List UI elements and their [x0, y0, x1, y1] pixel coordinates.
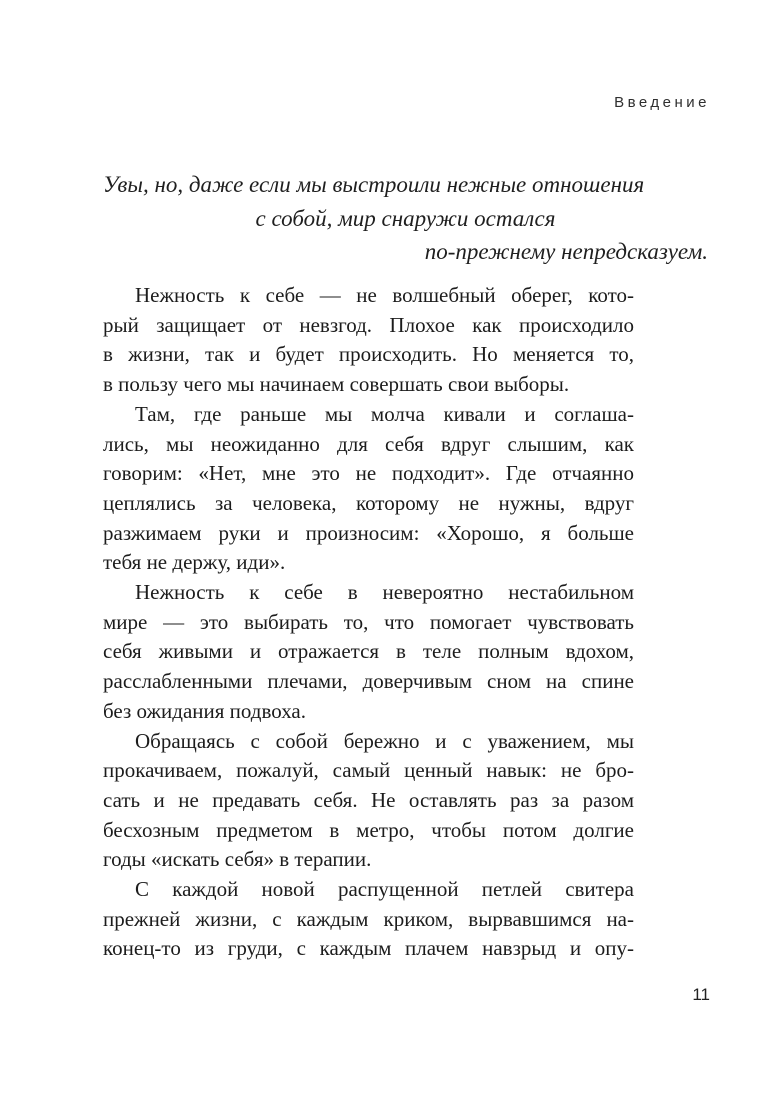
- body-line: конец-то из груди, с каждым плачем навзрыд и опу-: [103, 936, 634, 961]
- body-line: бесхозным предметом в метро, чтобы потом долгие: [103, 817, 634, 842]
- body-line: цеплялись за человека, которому не нужны, вдруг: [103, 490, 634, 515]
- body-line: Нежность к себе в невероятно нестабильном: [135, 580, 634, 605]
- body-line: в жизни, так и будет происходить. Но меняется то,: [103, 342, 634, 367]
- epigraph-line: с собой, мир снаружи остался: [255, 205, 556, 231]
- body-line: лись, мы неожиданно для себя вдруг слышим, как: [103, 431, 634, 456]
- body-line: без ожидания подвоха.: [103, 698, 307, 723]
- body-line: прокачиваем, пожалуй, самый ценный навык: не бро-: [103, 758, 634, 783]
- running-head: Введение: [614, 94, 710, 111]
- body-line: мире — это выбирать то, что помогает чувствовать: [103, 609, 634, 634]
- epigraph-line: Увы, но, даже если мы выстроили нежные отношения: [103, 172, 645, 197]
- body-line: расслабленными плечами, доверчивым сном на спине: [103, 669, 634, 694]
- body-line: Обращаясь с собой бережно и с уважением, мы: [135, 728, 634, 753]
- epigraph-line: по-прежнему непредсказуем.: [424, 239, 708, 264]
- body-line: С каждой новой распущенной петлей свитера: [135, 877, 634, 902]
- body-line: рый защищает от невзгод. Плохое как происходило: [103, 312, 634, 337]
- body-line: себя живыми и отражается в теле полным вдохом,: [103, 639, 634, 664]
- body-line: в пользу чего мы начинаем совершать свои выборы.: [103, 372, 570, 397]
- page-number: 11: [692, 985, 710, 1004]
- epigraph: [103, 168, 708, 269]
- body-line: разжимаем руки и произносим: «Хорошо, я больше: [103, 520, 634, 545]
- body-line: годы «искать себя» в терапии.: [103, 847, 372, 872]
- body-line: говорим: «Нет, мне это не подходит». Где отчаянно: [103, 461, 634, 486]
- body-line: сать и не предавать себя. Не оставлять раз за разом: [103, 787, 634, 812]
- body-line: прежней жизни, с каждым криком, вырвавшимся на-: [103, 906, 634, 931]
- body-line: Там, где раньше мы молча кивали и соглаша-: [135, 401, 634, 426]
- body-text: [103, 281, 634, 964]
- body-line: тебя не держу, иди».: [103, 550, 286, 575]
- body-line: Нежность к себе — не волшебный оберег, кото-: [135, 283, 634, 307]
